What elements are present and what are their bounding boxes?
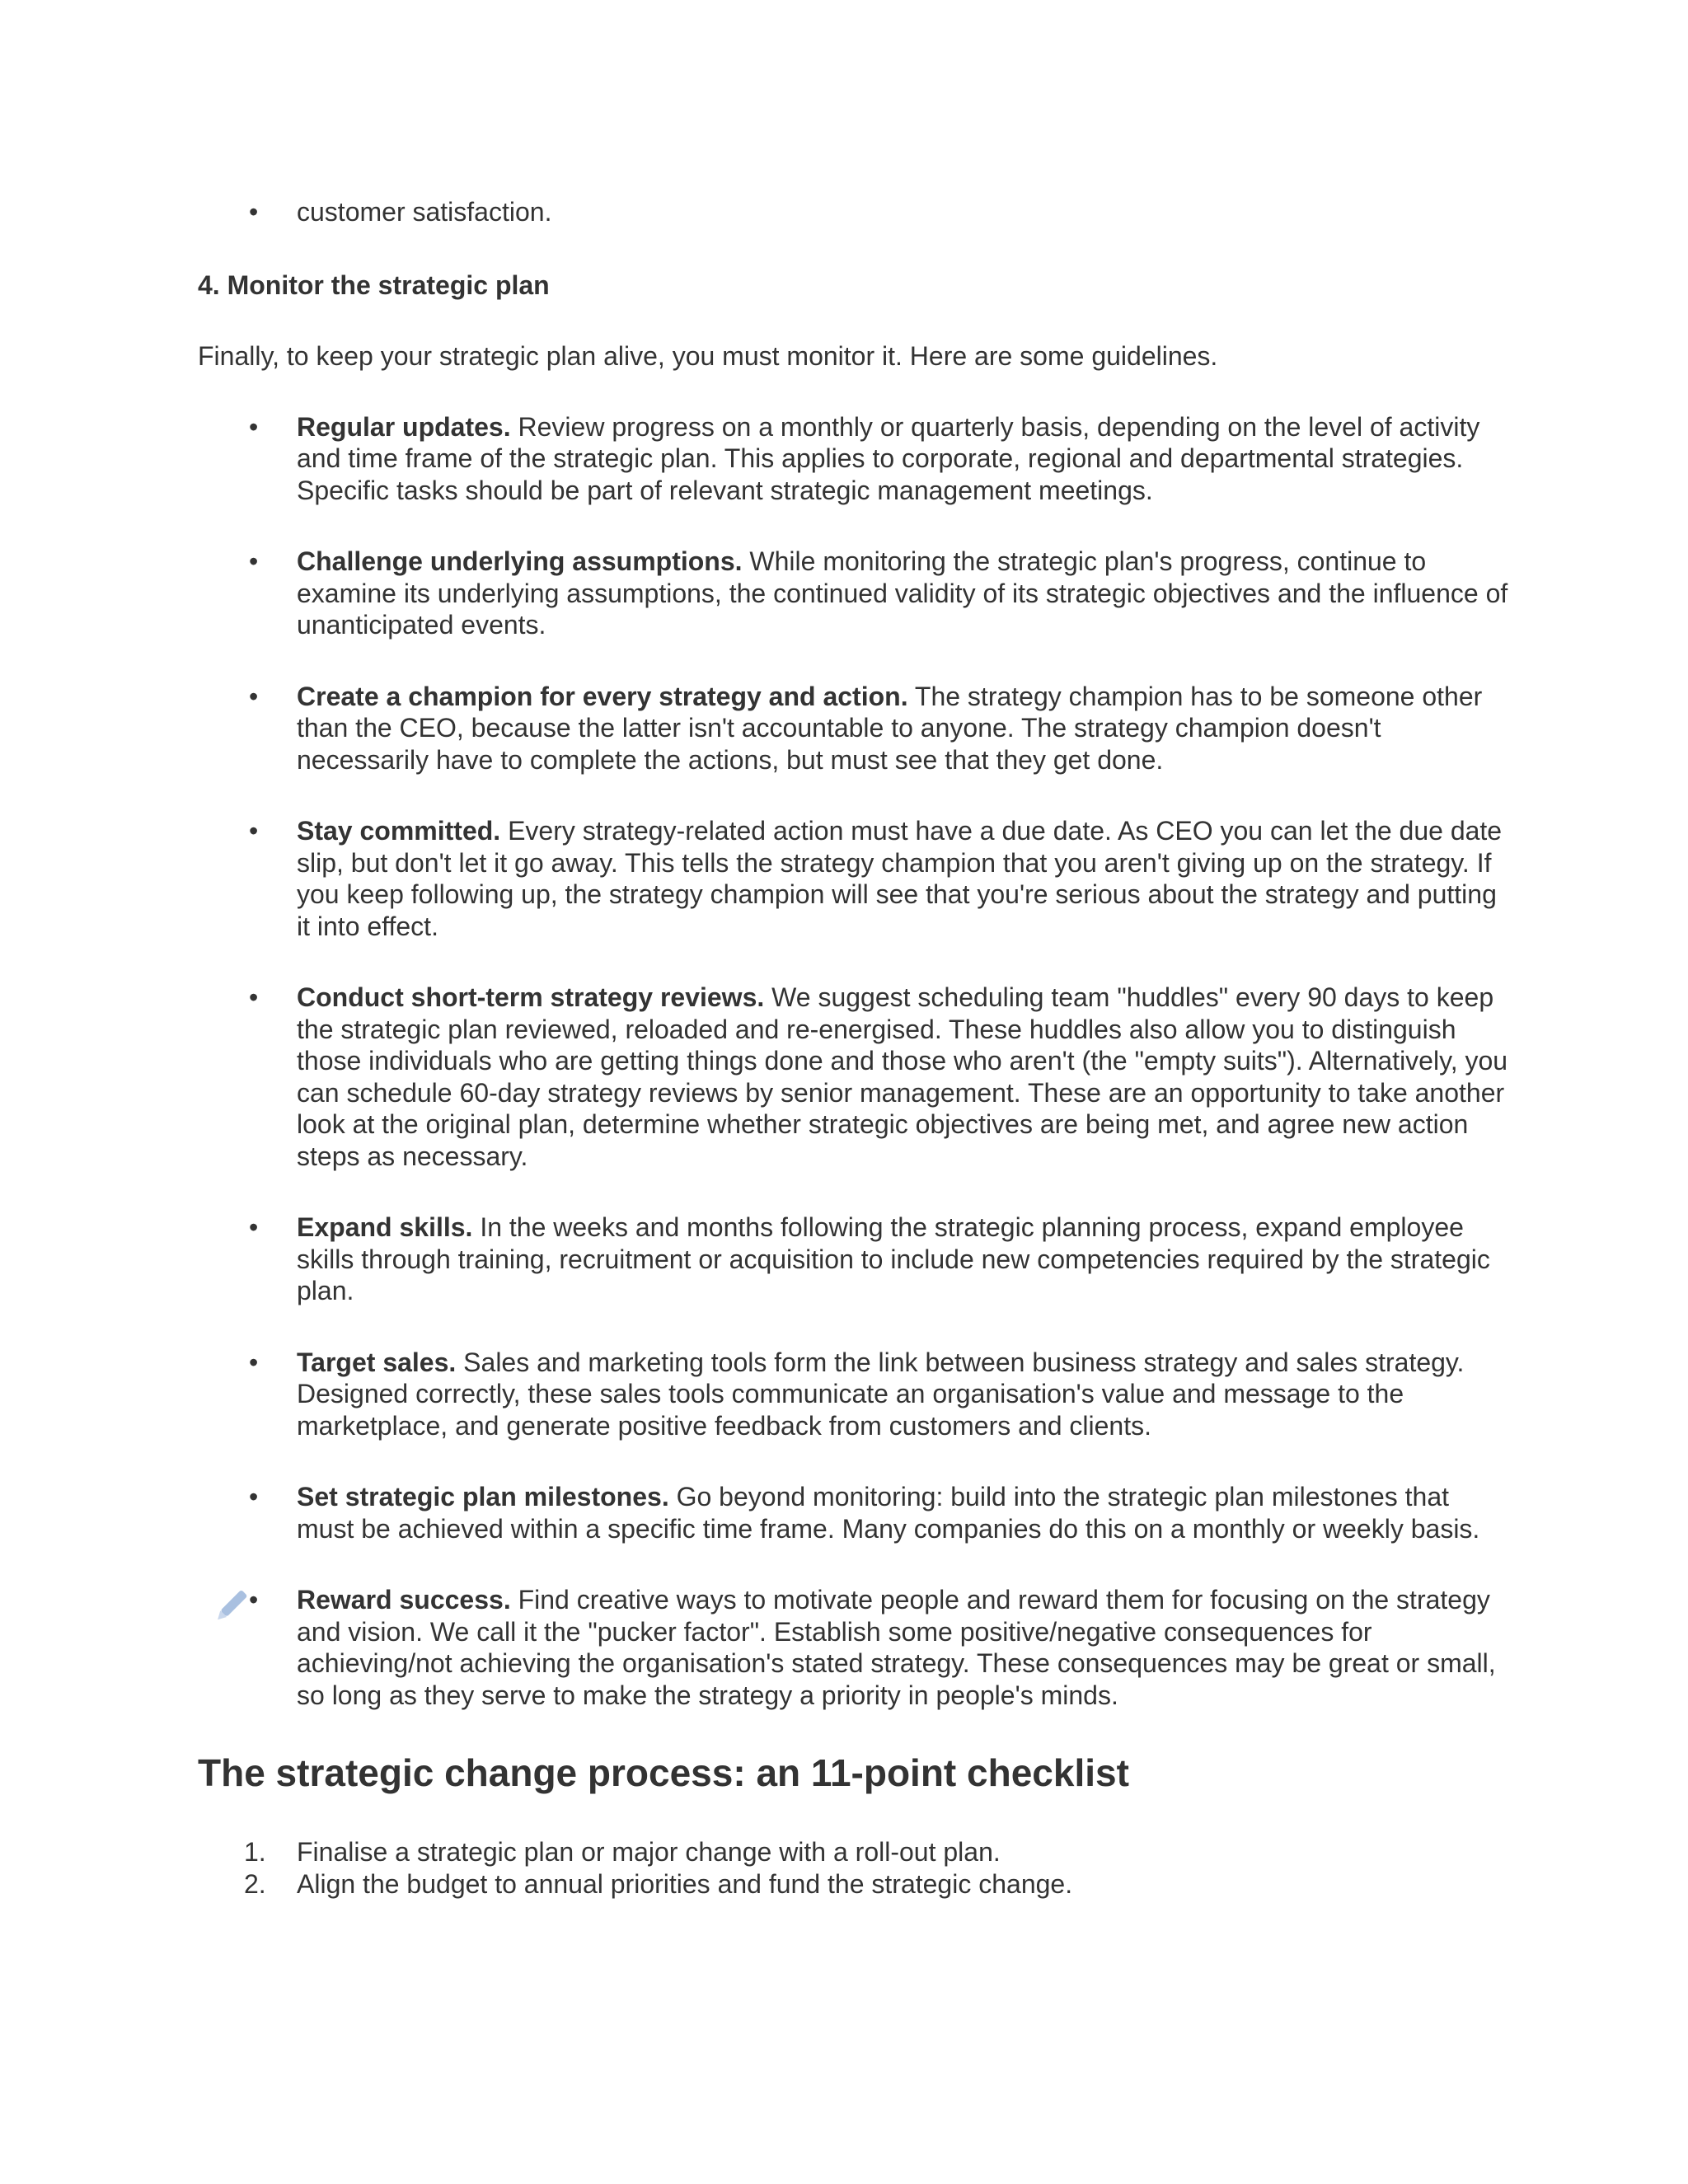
list-item [198,196,1508,228]
list-item [198,411,1508,507]
item-lead: Stay committed. [297,816,501,846]
item-number: 1. [244,1837,266,1867]
guidelines-list [198,411,1508,1712]
item-text: Review progress on a monthly or quarterly basis, depending on the level of activity and time frame of the strategic plan. This applies to corporate, regional and departmental strategies. Specific tasks should be part of relevant strategic management meetings. [297,411,1480,505]
previous-list [198,196,1508,228]
item-lead: Challenge underlying assumptions. [297,546,743,576]
item-text: Every strategy-related action must have a due date. As CEO you can let the due date slip, but don't let it go away. This tells the strategy champion that you aren't giving up on the strategy. If you keep following up, the strategy champion will see that you're serious about the strategy and putting it into effect. [297,816,1503,941]
section-subheading: 4. Monitor the strategic plan [198,269,550,300]
list-item [198,1481,1508,1544]
list-item [198,1212,1508,1307]
item-lead: Conduct short-term strategy reviews. [297,982,765,1012]
bullet-glyph: • [249,197,259,227]
item-lead: Set strategic plan milestones. [297,1482,669,1511]
bullet-glyph: • [249,1347,259,1377]
bullet-glyph: • [249,816,259,846]
item-lead: Create a champion for every strategy and action. [297,681,908,711]
item-lead: Reward success. [297,1585,511,1615]
item-text: The strategy champion has to be someone other than the CEO, because the latter isn't accountable to anyone. The strategy champion doesn't necessarily have to complete the actions, but must see that they get done. [297,681,1483,775]
item-number: 2. [244,1869,266,1899]
item-text: Finalise a strategic plan or major change with a roll-out plan. [297,1837,1001,1867]
checklist-heading: The strategic change process: an 11-point checklist [198,1751,1129,1794]
checklist-item [198,1868,1508,1900]
item-text: Align the budget to annual priorities and fund the strategic change. [297,1869,1073,1899]
list-item [198,815,1508,942]
document-body [198,196,1508,1900]
bullet-glyph: • [249,411,259,442]
bullet-glyph: • [249,1585,259,1615]
bullet-glyph: • [249,681,259,711]
bullet-glyph: • [249,1212,259,1242]
list-item [198,546,1508,641]
bullet-glyph: • [249,1482,259,1511]
item-text: While monitoring the strategic plan's progress, continue to examine its underlying assumptions, the continued validity of its strategic objectives and the influence of unanticipated events. [297,546,1508,640]
item-text: Sales and marketing tools form the link between business strategy and sales strategy. Designed correctly, these sales tools communicate an organisation's value and message to the marketplace, and generate positive feedback from customers and clients. [297,1347,1465,1441]
item-text: We suggest scheduling team "huddles" every 90 days to keep the strategic plan reviewed, reloaded and re-energised. These huddles also allow you to distinguish those individuals who are getting things done and those who aren't (the "empty suits"). Alternatively, you can schedule 60-day strategy reviews by senior management. These are an opportunity to take another look at the original plan, determine whether strategic objectives are being met, and agree new action steps as necessary. [297,982,1508,1171]
bullet-glyph: • [249,982,259,1012]
intro-paragraph: Finally, to keep your strategic plan alive, you must monitor it. Here are some guidelines. [198,340,1218,371]
checklist [198,1836,1508,1900]
item-lead: Regular updates. [297,411,511,442]
item-lead: Target sales. [297,1347,457,1377]
item-lead: Expand skills. [297,1212,473,1242]
item-text: In the weeks and months following the strategic planning process, expand employee skills through training, recruitment or acquisition to include new competencies required by the strategic plan. [297,1212,1490,1305]
item-text: Find creative ways to motivate people and reward them for focusing on the strategy and vision. We call it the "pucker factor". Establish some positive/negative consequences for achieving/not achieving the organisation's stated strategy. These consequences may be great or small, so long as they serve to make the strategy a priority in people's minds. [297,1585,1496,1710]
list-item [198,1347,1508,1442]
item-text: Go beyond monitoring: build into the strategic plan milestones that must be achieved within a specific time frame. Many companies do this on a monthly or weekly basis. [297,1482,1480,1544]
list-item [198,982,1508,1172]
list-item [198,1584,1508,1711]
list-item [198,681,1508,776]
list-item-text: customer satisfaction. [297,197,552,227]
checklist-item [198,1836,1508,1868]
bullet-glyph: • [249,546,259,576]
